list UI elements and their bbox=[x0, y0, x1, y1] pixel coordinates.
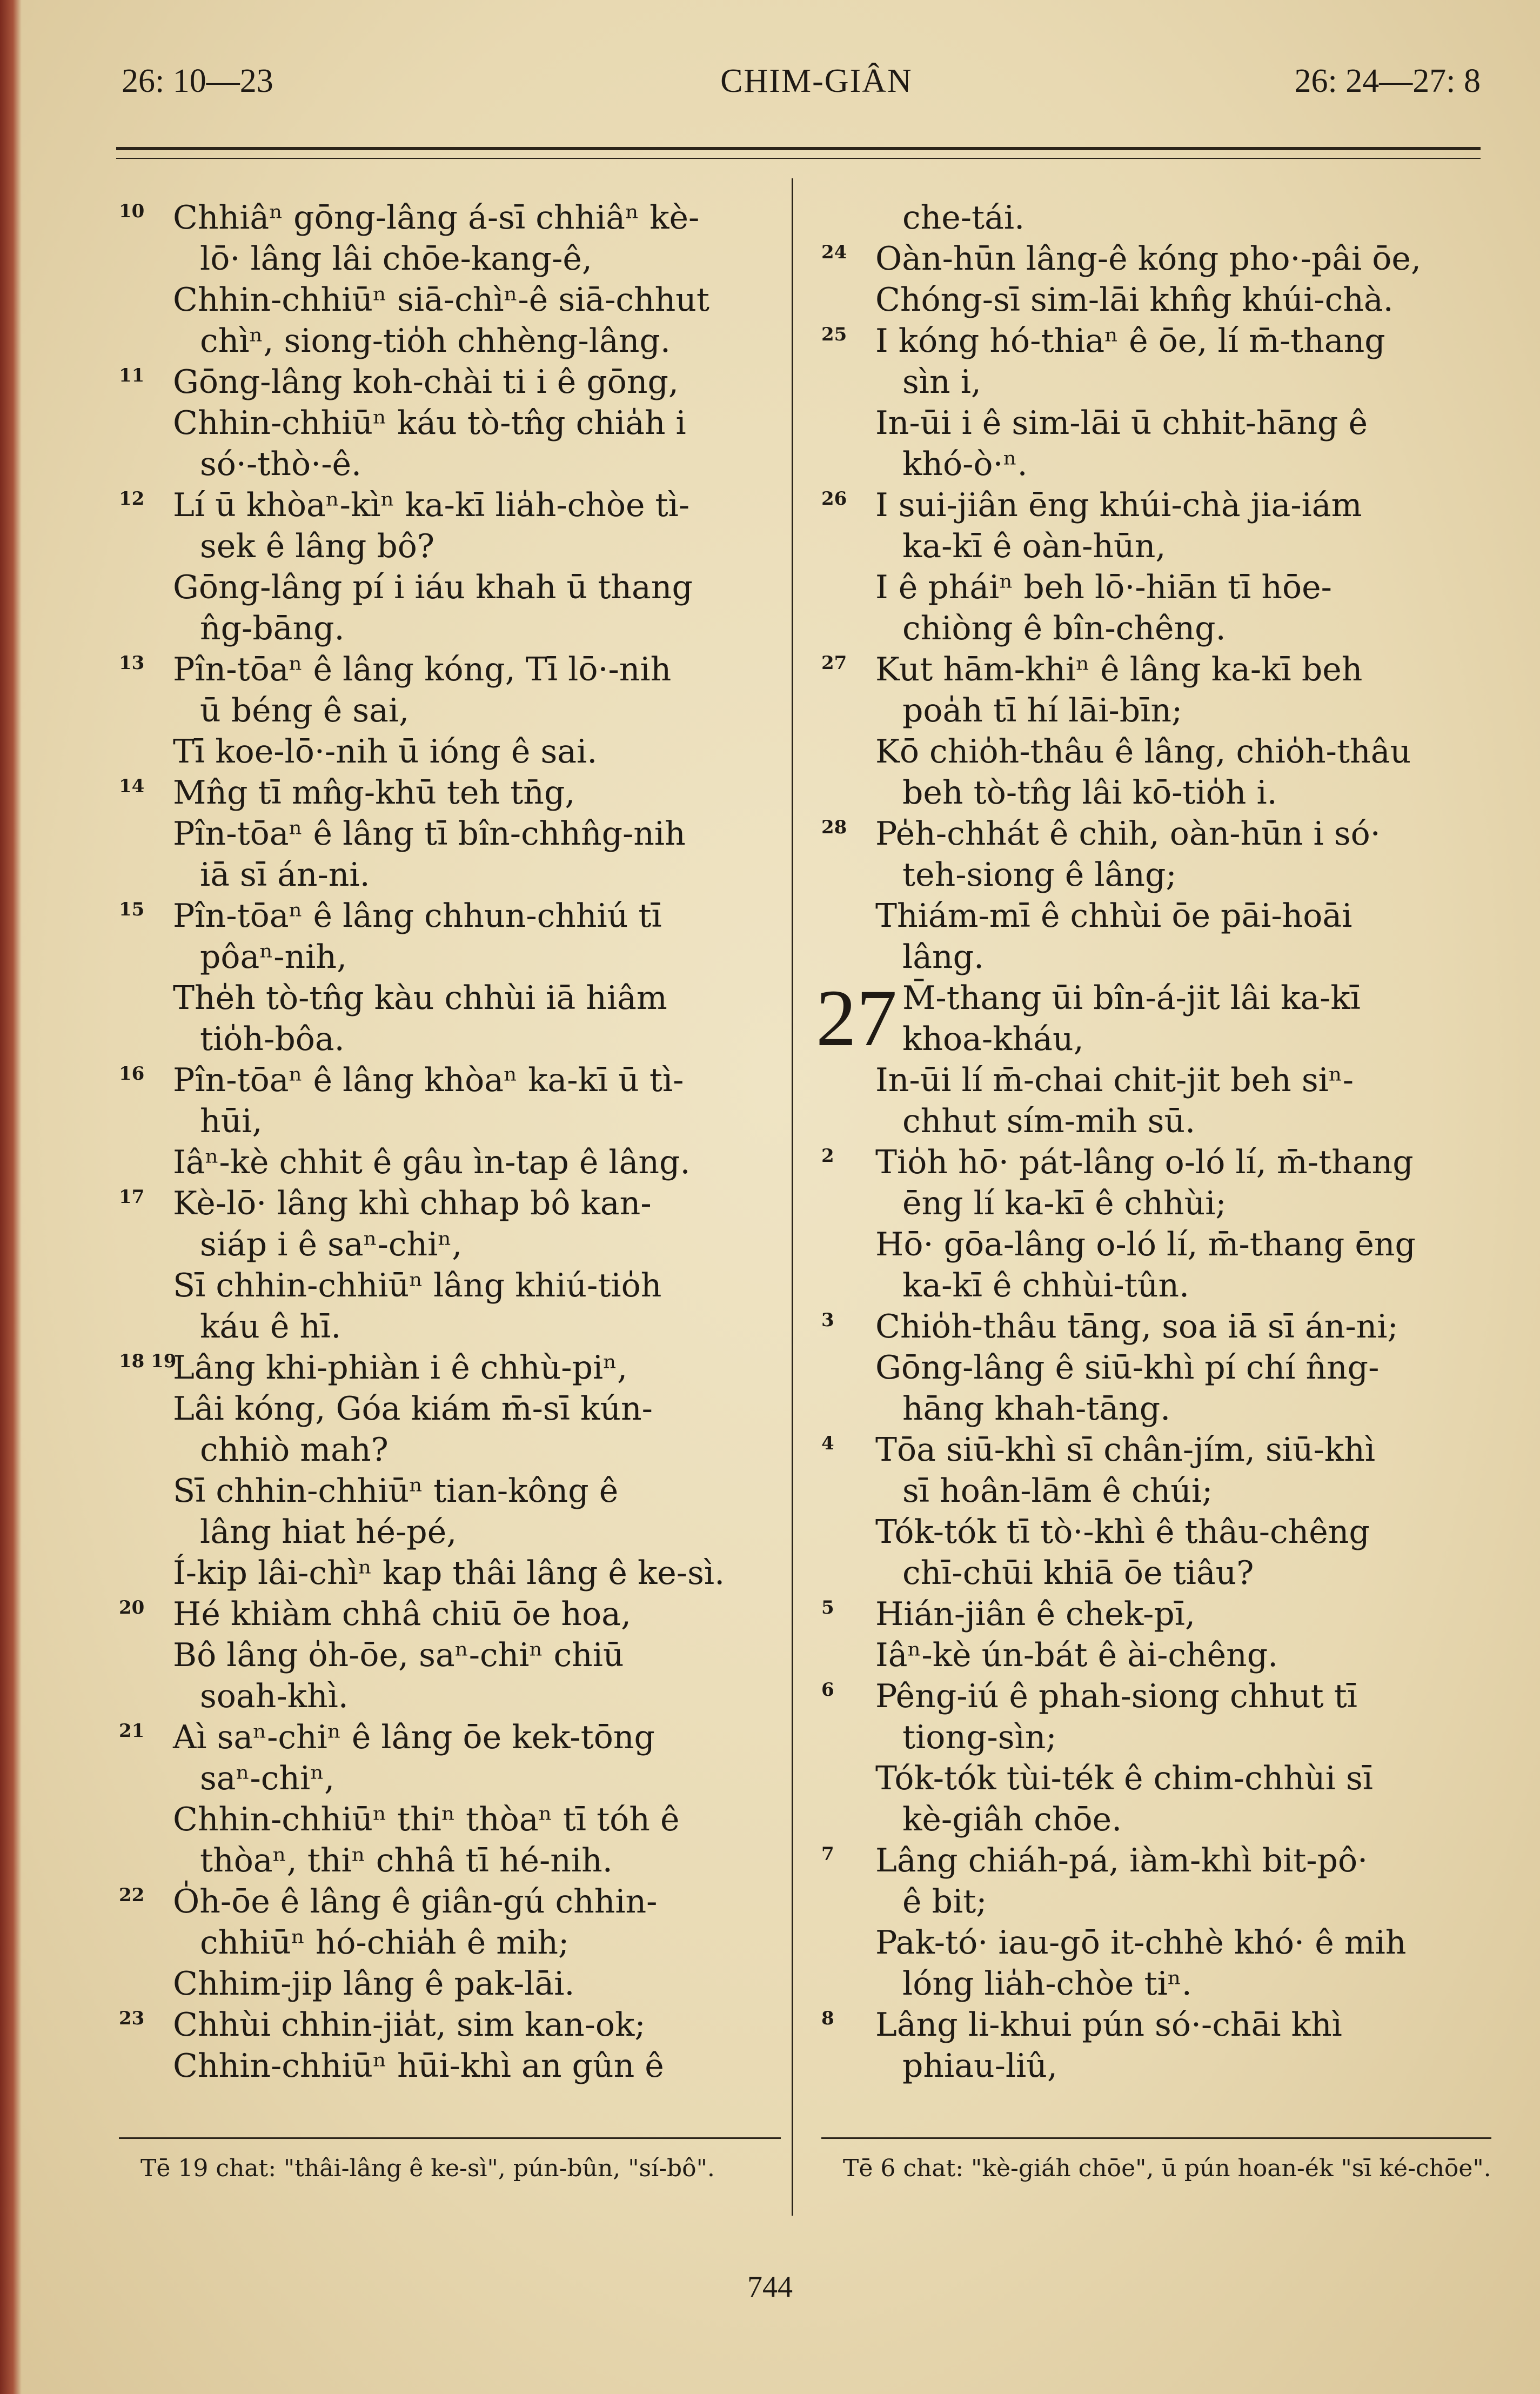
verse-line bbox=[821, 1963, 1491, 2004]
verse-text: Í-kip lâi-chìⁿ kap thâi lâng ê ke-sì. bbox=[173, 1554, 725, 1592]
verse-text: soah-khì. bbox=[200, 1677, 349, 1715]
header-left-reference: 26: 10—23 bbox=[122, 63, 273, 99]
verse-text: Chhin-chhiūⁿ káu tò-tn̂g chia̍h i bbox=[173, 404, 686, 442]
verse-text: lóng lia̍h-chòe tiⁿ. bbox=[902, 1965, 1192, 2003]
verse-line bbox=[821, 1717, 1491, 1758]
verse-line bbox=[821, 1306, 1491, 1347]
verse-line bbox=[119, 854, 781, 895]
verse-line bbox=[821, 1922, 1491, 1963]
verse-line bbox=[119, 1142, 781, 1183]
verse-line bbox=[821, 526, 1491, 567]
verse-line bbox=[821, 813, 1491, 854]
verse-number: 8 bbox=[821, 2008, 834, 2029]
verse-line bbox=[821, 690, 1491, 731]
verse-line bbox=[119, 608, 781, 649]
verse-line bbox=[119, 567, 781, 608]
verse-text: I ê pháiⁿ beh lō·-hiān tī hōe- bbox=[875, 569, 1332, 606]
verse-number: 26 bbox=[821, 488, 847, 510]
verse-line bbox=[119, 1963, 781, 2004]
verse-text: Mn̂g tī mn̂g-khū teh tn̄g, bbox=[173, 774, 575, 812]
verse-text: khó-ò·ⁿ. bbox=[902, 445, 1028, 483]
verse-number: 24 bbox=[821, 242, 847, 263]
verse-line bbox=[821, 197, 1491, 238]
verse-text: Sī chhin-chhiūⁿ tian-kông ê bbox=[173, 1472, 619, 1510]
footnote-rule-left bbox=[119, 2137, 781, 2139]
verse-number: 7 bbox=[821, 1843, 834, 1865]
verse-text: iā sī án-ni. bbox=[200, 856, 370, 894]
verse-line bbox=[119, 1635, 781, 1676]
verse-line bbox=[119, 1429, 781, 1470]
verse-line bbox=[821, 854, 1491, 895]
verse-text: chhut sím-mih sū. bbox=[902, 1102, 1196, 1140]
verse-line bbox=[119, 1306, 781, 1347]
verse-line bbox=[821, 1553, 1491, 1594]
verse-line bbox=[119, 1553, 781, 1594]
verse-number: 10 bbox=[119, 200, 145, 222]
verse-number: 12 bbox=[119, 488, 145, 510]
verse-line bbox=[119, 1060, 781, 1101]
left-text-column bbox=[119, 197, 781, 2087]
verse-line bbox=[821, 1840, 1491, 1881]
verse-number: 23 bbox=[119, 2008, 145, 2029]
verse-text: phiau-liû, bbox=[902, 2047, 1058, 2085]
verse-text: In-ūi i ê sim-lāi ū chhit-hāng ê bbox=[875, 404, 1368, 442]
verse-text: beh tò-tn̂g lâi kō-tio̍h i. bbox=[902, 774, 1277, 812]
verse-text: chìⁿ, siong-tio̍h chhèng-lâng. bbox=[200, 322, 671, 360]
verse-text: che-tái. bbox=[902, 199, 1025, 237]
verse-text: poa̍h tī hí lāi-bīn; bbox=[902, 692, 1183, 730]
verse-text: M̄-thang ūi bîn-á-jit lâi ka-kī bbox=[902, 979, 1361, 1017]
verse-number: 13 bbox=[119, 652, 145, 674]
verse-line bbox=[821, 444, 1491, 485]
verse-line bbox=[821, 1142, 1491, 1183]
verse-line bbox=[119, 1265, 781, 1306]
verse-line bbox=[821, 279, 1491, 320]
verse-text: Lâng khi-phiàn i ê chhù-piⁿ, bbox=[173, 1349, 628, 1387]
verse-line bbox=[119, 1881, 781, 1922]
verse-line bbox=[119, 1347, 781, 1388]
verse-number: 21 bbox=[119, 1720, 145, 1742]
verse-text: Kè-lō· lâng khì chhap bô kan- bbox=[173, 1185, 652, 1222]
verse-text: Aì saⁿ-chiⁿ ê lâng ōe kek-tōng bbox=[173, 1718, 655, 1756]
verse-text: I kóng hó-thiaⁿ ê ōe, lí m̄-thang bbox=[875, 322, 1385, 360]
verse-text: O̍h-ōe ê lâng ê giân-gú chhin- bbox=[173, 1883, 658, 1921]
verse-text: Pak-tó· iau-gō it-chhè khó· ê mih bbox=[875, 1924, 1407, 1962]
verse-line bbox=[119, 2045, 781, 2087]
verse-text: sī hoân-lām ê chúi; bbox=[902, 1472, 1213, 1510]
verse-text: só·-thò·-ê. bbox=[200, 445, 362, 483]
verse-number: 25 bbox=[821, 324, 847, 345]
verse-text: pôaⁿ-nih, bbox=[200, 938, 347, 976]
verse-text: Bô lâng o̍h-ōe, saⁿ-chiⁿ chiū bbox=[173, 1636, 624, 1674]
verse-line bbox=[119, 1676, 781, 1717]
verse-text: Chóng-sī sim-lāi khn̂g khúi-chà. bbox=[875, 281, 1394, 319]
verse-text: Hián-jiân ê chek-pī, bbox=[875, 1595, 1196, 1633]
verse-number: 27 bbox=[821, 652, 847, 674]
header-book-title: CHIM-GIÂN bbox=[720, 63, 913, 99]
verse-line bbox=[119, 526, 781, 567]
verse-number: 4 bbox=[821, 1433, 834, 1454]
verse-number: 20 bbox=[119, 1597, 145, 1619]
verse-text: Pêng-iú ê phah-siong chhut tī bbox=[875, 1677, 1357, 1715]
verse-text: Oàn-hūn lâng-ê kóng pho·-pâi ōe, bbox=[875, 240, 1422, 278]
verse-text: hāng khah-tāng. bbox=[902, 1390, 1171, 1428]
verse-text: Iâⁿ-kè ún-bát ê ài-chêng. bbox=[875, 1636, 1278, 1674]
verse-text: siáp i ê saⁿ-chiⁿ, bbox=[200, 1226, 463, 1263]
verse-line bbox=[119, 690, 781, 731]
verse-text: tiong-sìn; bbox=[902, 1718, 1057, 1756]
verse-line bbox=[119, 1922, 781, 1963]
column-divider bbox=[792, 178, 793, 2216]
verse-line bbox=[821, 1594, 1491, 1635]
verse-line bbox=[119, 731, 781, 772]
verse-number: 15 bbox=[119, 899, 145, 920]
verse-line bbox=[821, 1101, 1491, 1142]
running-header bbox=[122, 62, 1481, 105]
verse-text: The̍h tò-tn̂g kàu chhùi iā hiâm bbox=[173, 979, 667, 1017]
verse-line bbox=[119, 2004, 781, 2045]
header-rule-thick bbox=[116, 147, 1481, 150]
verse-line bbox=[821, 649, 1491, 690]
verse-line bbox=[119, 485, 781, 526]
verse-line bbox=[119, 1019, 781, 1060]
verse-line bbox=[119, 813, 781, 854]
verse-text: Chhùi chhin-jia̍t, sim kan-ok; bbox=[173, 2006, 646, 2044]
verse-text: n̂g-bāng. bbox=[200, 610, 345, 647]
verse-text: Tók-tók tī tò·-khì ê thâu-chêng bbox=[875, 1513, 1370, 1551]
verse-text: Pîn-tōaⁿ ê lâng tī bîn-chhn̂g-nih bbox=[173, 815, 686, 853]
verse-text: thòaⁿ, thiⁿ chhâ tī hé-nih. bbox=[200, 1842, 613, 1880]
verse-text: Pîn-tōaⁿ ê lâng chhun-chhiú tī bbox=[173, 897, 662, 935]
verse-text: lō· lâng lâi chōe-kang-ê, bbox=[200, 240, 592, 278]
verse-line bbox=[821, 1265, 1491, 1306]
verse-text: chhiūⁿ hó-chia̍h ê mih; bbox=[200, 1924, 570, 1962]
verse-text: Gōng-lâng koh-chài ti i ê gōng, bbox=[173, 363, 679, 401]
verse-line bbox=[119, 1101, 781, 1142]
verse-line bbox=[821, 1388, 1491, 1429]
verse-text: Chhin-chhiūⁿ siā-chìⁿ-ê siā-chhut bbox=[173, 281, 709, 319]
verse-text: Pîn-tōaⁿ ê lâng kóng, Tī lō·-nih bbox=[173, 651, 672, 688]
chapter-number: 27 bbox=[816, 973, 897, 1063]
verse-text: kè-giâh chōe. bbox=[902, 1801, 1122, 1838]
verse-line bbox=[821, 1060, 1491, 1101]
verse-line bbox=[119, 444, 781, 485]
verse-line bbox=[119, 197, 781, 238]
verse-text: tio̍h-bôa. bbox=[200, 1020, 345, 1058]
verse-line bbox=[119, 895, 781, 937]
verse-number: 22 bbox=[119, 1884, 145, 1906]
verse-text: khoa-kháu, bbox=[902, 1020, 1084, 1058]
verse-line bbox=[821, 2004, 1491, 2045]
verse-number: 2 bbox=[821, 1145, 834, 1167]
verse-text: Lâng li-khui pún só·-chāi khì bbox=[875, 2006, 1342, 2044]
verse-line bbox=[821, 1512, 1491, 1553]
verse-number: 17 bbox=[119, 1186, 145, 1208]
verse-text: Pe̍h-chhát ê chih, oàn-hūn i só· bbox=[875, 815, 1381, 853]
verse-line bbox=[119, 362, 781, 403]
verse-line bbox=[821, 1183, 1491, 1224]
verse-number: 16 bbox=[119, 1063, 145, 1085]
verse-line bbox=[821, 403, 1491, 444]
verse-line bbox=[119, 1470, 781, 1512]
verse-text: Hō· gōa-lâng o-ló lí, m̄-thang ēng bbox=[875, 1226, 1416, 1263]
verse-line bbox=[821, 320, 1491, 362]
verse-line bbox=[119, 1758, 781, 1799]
verse-text: ê bit; bbox=[902, 1883, 987, 1921]
verse-number: 28 bbox=[821, 817, 847, 838]
verse-line bbox=[821, 2045, 1491, 2087]
verse-text: Tōa siū-khì sī chân-jím, siū-khì bbox=[875, 1431, 1376, 1469]
verse-line bbox=[821, 567, 1491, 608]
verse-line bbox=[821, 608, 1491, 649]
verse-line bbox=[821, 1470, 1491, 1512]
verse-line bbox=[821, 1635, 1491, 1676]
verse-line bbox=[821, 1347, 1491, 1388]
verse-text: Pîn-tōaⁿ ê lâng khòaⁿ ka-kī ū tì- bbox=[173, 1061, 684, 1099]
verse-number: 11 bbox=[119, 365, 145, 386]
verse-line bbox=[821, 731, 1491, 772]
verse-line bbox=[119, 1840, 781, 1881]
verse-text: lâng. bbox=[902, 938, 985, 976]
verse-text: In-ūi lí m̄-chai chit-jit beh siⁿ- bbox=[875, 1061, 1354, 1099]
verse-number: 6 bbox=[821, 1679, 834, 1701]
verse-line bbox=[821, 895, 1491, 937]
footnote-left: Tē 19 chat: "thâi-lâng ê ke-sì", pún-bûn, "sí-bô". bbox=[140, 2155, 715, 2182]
verse-text: Hé khiàm chhâ chiū ōe hoa, bbox=[173, 1595, 632, 1633]
verse-text: Kut hām-khiⁿ ê lâng ka-kī beh bbox=[875, 651, 1363, 688]
verse-text: Chio̍h-thâu tāng, soa iā sī án-ni; bbox=[875, 1308, 1398, 1346]
page-number: 744 bbox=[747, 2270, 793, 2304]
verse-line bbox=[821, 1224, 1491, 1265]
header-right-reference: 26: 24—27: 8 bbox=[1294, 63, 1481, 99]
verse-text: káu ê hī. bbox=[200, 1308, 342, 1346]
verse-text: Tio̍h hō· pát-lâng o-ló lí, m̄-thang bbox=[875, 1143, 1414, 1181]
verse-text: Gōng-lâng ê siū-khì pí chí n̂ng- bbox=[875, 1349, 1380, 1387]
verse-line bbox=[821, 1758, 1491, 1799]
verse-line bbox=[821, 772, 1491, 813]
verse-line bbox=[119, 937, 781, 978]
verse-text: Chhiâⁿ gōng-lâng á-sī chhiâⁿ kè- bbox=[173, 199, 700, 237]
verse-text: Iâⁿ-kè chhit ê gâu ìn-tap ê lâng. bbox=[173, 1143, 691, 1181]
verse-line bbox=[821, 1799, 1491, 1840]
footnote-right: Tē 6 chat: "kè-giáh chōe", ū pún hoan-ék "sī ké-chōe". bbox=[843, 2155, 1491, 2182]
verse-text: saⁿ-chiⁿ, bbox=[200, 1760, 335, 1797]
verse-line bbox=[821, 362, 1491, 403]
verse-text: Gōng-lâng pí i iáu khah ū thang bbox=[173, 569, 693, 606]
verse-line bbox=[119, 1512, 781, 1553]
verse-text: Lí ū khòaⁿ-kìⁿ ka-kī lia̍h-chòe tì- bbox=[173, 486, 690, 524]
verse-text: chhiò mah? bbox=[200, 1431, 389, 1469]
verse-line bbox=[119, 403, 781, 444]
verse-number: 5 bbox=[821, 1597, 834, 1619]
book-edge bbox=[0, 0, 22, 2394]
header-rule-thin bbox=[116, 158, 1481, 159]
verse-line bbox=[821, 485, 1491, 526]
verse-text: Chhin-chhiūⁿ thiⁿ thòaⁿ tī tóh ê bbox=[173, 1801, 680, 1838]
verse-text: ēng lí ka-kī ê chhùi; bbox=[902, 1185, 1227, 1222]
verse-line bbox=[119, 1799, 781, 1840]
right-text-column bbox=[816, 197, 1491, 2087]
verse-line bbox=[821, 238, 1491, 279]
verse-line bbox=[119, 649, 781, 690]
verse-line bbox=[119, 978, 781, 1019]
verse-text: ka-kī ê chhùi-tûn. bbox=[902, 1267, 1190, 1305]
verse-line bbox=[119, 1224, 781, 1265]
verse-line bbox=[119, 772, 781, 813]
verse-text: Tī koe-lō·-nih ū ióng ê sai. bbox=[173, 733, 598, 771]
verse-line bbox=[821, 1881, 1491, 1922]
verse-line bbox=[821, 1676, 1491, 1717]
verse-line bbox=[821, 937, 1491, 978]
verse-text: Lâng chiáh-pá, iàm-khì bit-pô· bbox=[875, 1842, 1368, 1880]
verse-text: chiòng ê bîn-chêng. bbox=[902, 610, 1226, 647]
verse-text: lâng hiat hé-pé, bbox=[200, 1513, 457, 1551]
footnote-rule-right bbox=[821, 2137, 1491, 2139]
verse-line bbox=[119, 1183, 781, 1224]
verse-text: chī-chūi khiā ōe tiâu? bbox=[902, 1554, 1254, 1592]
verse-text: Lâi kóng, Góa kiám m̄-sī kún- bbox=[173, 1390, 653, 1428]
verse-line bbox=[119, 1717, 781, 1758]
verse-text: Thiám-mī ê chhùi ōe pāi-hoāi bbox=[875, 897, 1352, 935]
verse-text: Chhin-chhiūⁿ hūi-khì an gûn ê bbox=[173, 2047, 664, 2085]
verse-number: 18 19 bbox=[119, 1350, 177, 1372]
verse-line bbox=[821, 1019, 1491, 1060]
verse-number: 14 bbox=[119, 775, 145, 797]
verse-line bbox=[119, 320, 781, 362]
verse-line bbox=[119, 238, 781, 279]
verse-line bbox=[821, 1429, 1491, 1470]
verse-number: 3 bbox=[821, 1309, 834, 1331]
verse-line bbox=[119, 1594, 781, 1635]
verse-text: I sui-jiân ēng khúi-chà jia-iám bbox=[875, 486, 1362, 524]
verse-text: Chhim-jip lâng ê pak-lāi. bbox=[173, 1965, 575, 2003]
verse-text: ka-kī ê oàn-hūn, bbox=[902, 527, 1166, 565]
verse-text: sek ê lâng bô? bbox=[200, 527, 435, 565]
verse-text: Sī chhin-chhiūⁿ lâng khiú-tio̍h bbox=[173, 1267, 662, 1305]
verse-text: Tók-tók tùi-ték ê chim-chhùi sī bbox=[875, 1760, 1373, 1797]
verse-line bbox=[119, 1388, 781, 1429]
verse-text: hūi, bbox=[200, 1102, 263, 1140]
verse-text: ū béng ê sai, bbox=[200, 692, 410, 730]
verse-text: teh-siong ê lâng; bbox=[902, 856, 1177, 894]
verse-text: Kō chio̍h-thâu ê lâng, chio̍h-thâu bbox=[875, 733, 1411, 771]
verse-text: sìn i, bbox=[902, 363, 981, 401]
verse-line bbox=[119, 279, 781, 320]
